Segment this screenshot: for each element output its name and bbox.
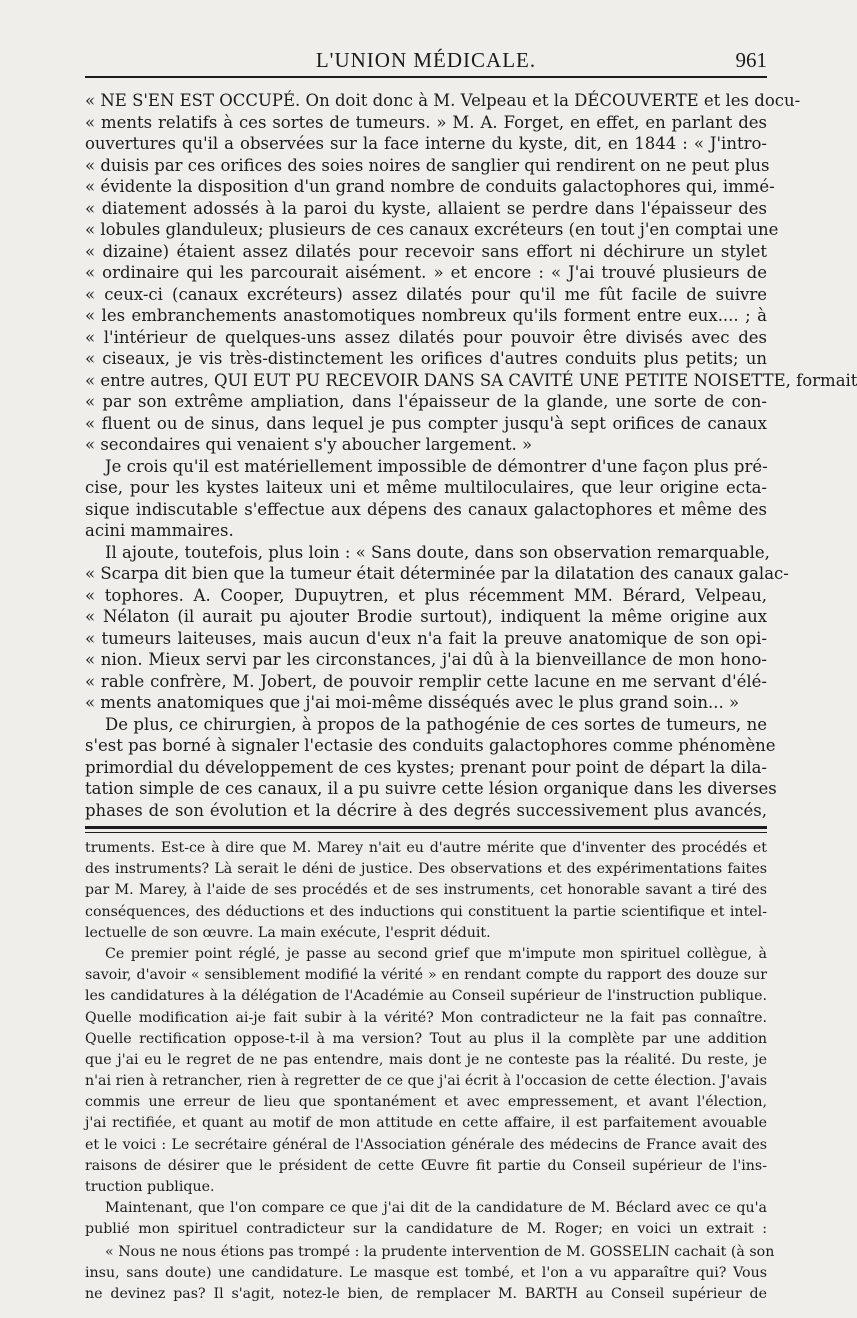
paragraph — [85, 944, 767, 1198]
text-line: « nion. Mieux servi par les circonstances, j'ai dû à la bienveillance de mon hono- — [85, 650, 767, 669]
text-line: sique indiscutable s'effectue aux dépens des canaux galactophores et même des — [85, 499, 767, 519]
text-line: De plus, ce chirurgien, à propos de la pathogénie de ces sortes de tumeurs, ne — [105, 714, 767, 734]
text-line: « ments relatifs à ces sortes de tumeurs. » M. A. Forget, en effet, en parlant des — [85, 112, 767, 132]
text-line: que j'ai eu le regret de ne pas entendre, mais dont je ne conteste pas la réalité. Du reste, je — [85, 1051, 767, 1068]
section-rule-thin — [85, 832, 767, 833]
section-rule — [85, 826, 767, 829]
text-line: ne devinez pas? Il s'agit, notez-le bien, de remplacer M. BARTH au Conseil supérieur de — [85, 1286, 767, 1303]
text-line: « NE S'EN EST OCCUPÉ. On doit donc à M. Velpeau et la DÉCOUVERTE et les docu- — [85, 91, 801, 110]
text-line: Quelle rectification oppose-t-il à ma version? Tout au plus il la complète par une addition — [85, 1030, 767, 1047]
text-line: les candidatures à la délégation de l'Académie au Conseil supérieur de l'instruction publique. — [85, 988, 767, 1005]
text-line: « Nous ne nous étions pas trompé : la prudente intervention de M. GOSSELIN cachait (à son — [105, 1244, 775, 1261]
text-line: acini mammaires. — [85, 521, 234, 540]
header-rule — [85, 76, 767, 78]
text-line: « ordinaire qui les parcourait aisément. » et encore : « J'ai trouvé plusieurs de — [85, 263, 767, 282]
text-line: Ce premier point réglé, je passe au second grief que m'impute mon spirituel collègue, à — [105, 945, 767, 962]
text-line: raisons de désirer que le président de cette Œuvre fit partie du Conseil supérieur de l'ins- — [85, 1157, 767, 1174]
page-number: 961 — [735, 48, 767, 72]
text-line: Quelle modification ai-je fait subir à la vérité? Mon contradicteur ne la fait pas connaître. — [85, 1009, 767, 1026]
paragraph — [85, 714, 777, 822]
text-line: commis une erreur de lieu que spontanément et avec empressement, et avant l'élection, — [85, 1094, 767, 1111]
quoted-paragraph — [85, 1242, 775, 1306]
journal-title: L'UNION MÉDICALE. — [315, 48, 537, 72]
text-line: « rable confrère, M. Jobert, de pouvoir remplir cette lacune en me servant d'élé- — [85, 671, 767, 691]
text-line: Je crois qu'il est matériellement impossible de démontrer d'une façon plus pré- — [105, 456, 768, 476]
text-line: primordial du développement de ces kystes; prenant pour point de départ la dila- — [85, 757, 767, 777]
paragraph — [85, 542, 789, 714]
paragraph — [85, 90, 857, 456]
text-line: ouvertures qu'il a observées sur la face interne du kyste, dit, en 1844 : « J'intro- — [85, 134, 767, 153]
text-line: lectuelle de son œuvre. La main exécute, l'esprit déduit. — [85, 924, 491, 941]
text-line: « les embranchements anastomotiques nombreux qu'ils forment entre eux.... ; à — [85, 306, 767, 325]
text-line: Il ajoute, toutefois, plus loin : « Sans doute, dans son observation remarquable, — [105, 542, 770, 562]
text-line: « tumeurs laiteuses, mais aucun d'eux n'a fait la preuve anatomique de son opi- — [85, 628, 767, 648]
text-line: savoir, d'avoir « sensiblement modifié la vérité » en rendant compte du rapport des douze sur — [85, 967, 767, 984]
text-line: n'ai rien à retrancher, rien à regretter de ce que j'ai écrit à l'occasion de cette élection. J'avais — [85, 1073, 767, 1090]
text-line: « lobules glanduleux; plusieurs de ces canaux excréteurs (en tout j'en comptai une — [85, 220, 779, 239]
text-line: truments. Est-ce à dire que M. Marey n'ait eu d'autre mérite que d'inventer des procédés et — [85, 840, 767, 856]
text-line: par M. Marey, à l'aide de ses procédés et de ses instruments, cet honorable savant a tiré des — [85, 882, 767, 899]
text-line: cise, pour les kystes laiteux uni et même multiloculaires, que leur origine ecta- — [85, 478, 767, 497]
text-line: « Nélaton (il aurait pu ajouter Brodie surtout), indiquent la même origine aux — [85, 607, 767, 626]
text-line: conséquences, des déductions et des inductions qui constituent la partie scientifique et intel- — [85, 903, 767, 920]
text-line: tation simple de ces canaux, il a pu suivre cette lésion organique dans les diverses — [85, 779, 777, 798]
text-line: « secondaires qui venaient s'y aboucher largement. » — [85, 435, 533, 454]
paragraph — [85, 456, 767, 542]
text-line: « entre autres, QUI EUT PU RECEVOIR DANS SA CAVITÉ UNE PETITE NOISETTE, formait — [85, 370, 857, 390]
paragraph — [85, 838, 767, 944]
text-line: des instruments? Là serait le déni de justice. Des observations et des expérimentations faites — [85, 861, 767, 878]
text-line: « l'intérieur de quelques-uns assez dilatés pour pouvoir être divisés avec des — [85, 327, 767, 347]
text-line: « évidente la disposition d'un grand nombre de conduits galactophores qui, immé- — [85, 177, 775, 196]
text-line: « par son extrême ampliation, dans l'épaisseur de la glande, une sorte de con- — [85, 392, 767, 411]
main-article-text — [85, 90, 857, 821]
paragraph — [85, 1198, 767, 1240]
text-line: phases de son évolution et la décrire à des degrés successivement plus avancés, — [85, 800, 767, 820]
text-line: « duisis par ces orifices des soies noires de sanglier qui rendirent on ne peut plus — [85, 155, 770, 175]
text-line: « ciseaux, je vis très-distinctement les orifices d'autres conduits plus petits; un — [85, 349, 767, 368]
page-header — [85, 44, 767, 78]
text-line: s'est pas borné à signaler l'ectasie des conduits galactophores comme phénomène — [85, 736, 776, 755]
text-line: insu, sans doute) une candidature. Le masque est tombé, et l'on a vu apparaître qui? Vous — [85, 1265, 767, 1282]
text-line: « fluent ou de sinus, dans lequel je pus compter jusqu'à sept orifices de canaux — [85, 413, 767, 433]
text-line: publié mon spirituel contradicteur sur la candidature de M. Roger; en voici un extrait : — [85, 1221, 767, 1238]
text-line: j'ai rectifiée, et quant au motif de mon attitude en cette affaire, il est parfaitement avouable — [85, 1115, 767, 1132]
text-line: Maintenant, que l'on compare ce que j'ai dit de la candidature de M. Béclard avec ce qu'a — [105, 1200, 767, 1217]
text-line: et le voici : Le secrétaire général de l'Association générale des médecins de France avait des — [85, 1136, 767, 1153]
text-line: « dizaine) étaient assez dilatés pour recevoir sans effort ni déchirure un stylet — [85, 241, 767, 261]
text-line: « ceux-ci (canaux excréteurs) assez dilatés pour qu'il me fût facile de suivre — [85, 284, 767, 304]
text-line: truction publique. — [85, 1179, 215, 1195]
text-line: « Scarpa dit bien que la tumeur était déterminée par la dilatation des canaux galac- — [85, 564, 789, 583]
text-line: « diatement adossés à la paroi du kyste, allaient se perdre dans l'épaisseur des — [85, 198, 767, 218]
feuilleton-text — [85, 838, 775, 1306]
text-line: « tophores. A. Cooper, Dupuytren, et plus récemment MM. Bérard, Velpeau, — [85, 585, 767, 605]
text-line: « ments anatomiques que j'ai moi-même disséqués avec le plus grand soin... » — [85, 693, 740, 712]
